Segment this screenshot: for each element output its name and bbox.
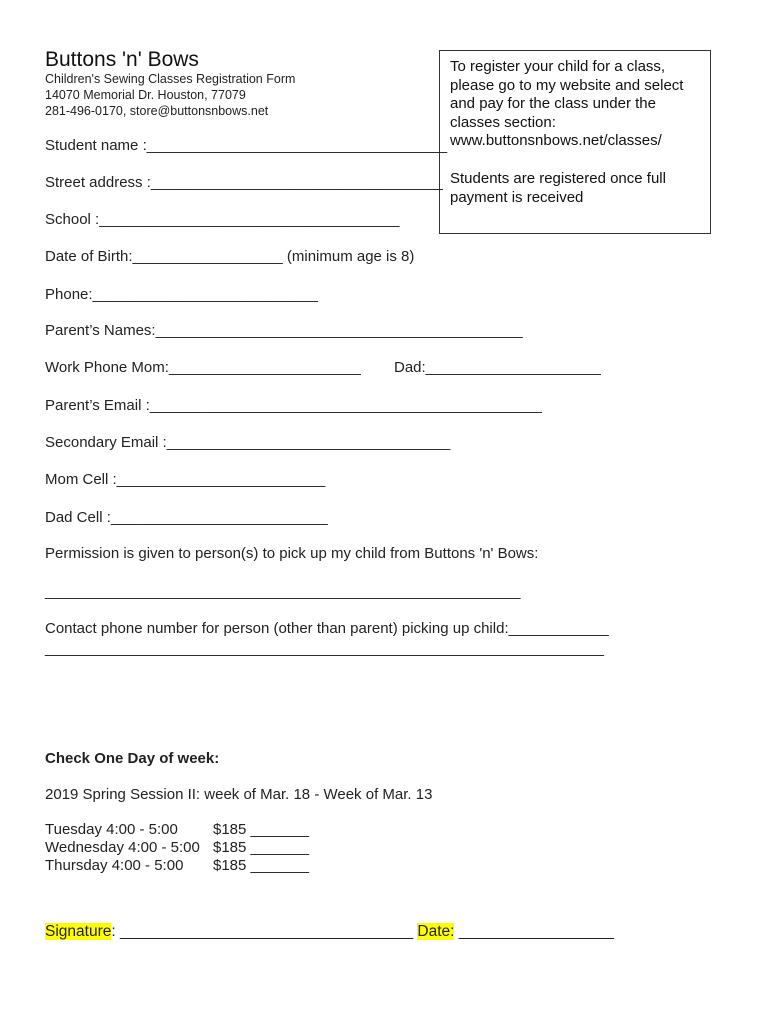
class-price-check[interactable]: $185 _______ bbox=[213, 857, 309, 874]
signature-line[interactable]: : __________________________________ bbox=[111, 923, 418, 940]
dad-cell-field[interactable]: Dad Cell :__________________________ bbox=[45, 509, 328, 526]
street-address-field[interactable]: Street address :___________________________________ bbox=[45, 174, 443, 191]
day-of-week-heading: Check One Day of week: bbox=[45, 750, 220, 767]
date-label: Date: bbox=[417, 923, 455, 940]
notice-url: www.buttonsnbows.net/classes/ bbox=[450, 132, 662, 150]
class-option-row[interactable] bbox=[45, 857, 309, 874]
student-name-field[interactable]: Student name :____________________________________ bbox=[45, 137, 448, 154]
class-price-check[interactable]: $185 _______ bbox=[213, 839, 309, 856]
class-option-row[interactable] bbox=[45, 821, 309, 838]
notice-line: please go to my website and select bbox=[450, 76, 684, 94]
class-option-row[interactable] bbox=[45, 839, 309, 856]
store-address: 14070 Memorial Dr. Houston, 77079 bbox=[45, 88, 246, 102]
date-of-birth-field[interactable]: Date of Birth:__________________ (minimum age is 8) bbox=[45, 248, 415, 265]
notice-paragraph-1 bbox=[450, 58, 700, 151]
pickup-permission-label: Permission is given to person(s) to pick up my child from Buttons 'n' Bows: bbox=[45, 545, 539, 562]
class-day-time: Tuesday 4:00 - 5:00 bbox=[45, 821, 178, 838]
notice-line: To register your child for a class, bbox=[450, 58, 666, 75]
notice-line: payment is received bbox=[450, 188, 584, 206]
form-subtitle: Children's Sewing Classes Registration Form bbox=[45, 72, 296, 86]
class-day-time: Thursday 4:00 - 5:00 bbox=[45, 857, 184, 874]
date-line[interactable]: __________________ bbox=[454, 923, 614, 940]
notice-line: classes section: bbox=[450, 113, 556, 131]
signature-label: Signature bbox=[45, 923, 112, 940]
registration-notice-box bbox=[439, 50, 711, 234]
notice-paragraph-2 bbox=[450, 170, 700, 207]
signature-row bbox=[45, 923, 614, 941]
parents-names-field[interactable]: Parent’s Names:____________________________________________ bbox=[45, 322, 523, 339]
school-field[interactable]: School :____________________________________ bbox=[45, 211, 400, 228]
session-dates: 2019 Spring Session II: week of Mar. 18 - Week of Mar. 13 bbox=[45, 786, 433, 803]
notice-line: Students are registered once full bbox=[450, 169, 666, 187]
form-title: Buttons 'n' Bows bbox=[45, 48, 199, 71]
class-day-time: Wednesday 4:00 - 5:00 bbox=[45, 839, 200, 856]
phone-field[interactable]: Phone:___________________________ bbox=[45, 286, 318, 303]
notice-line: and pay for the class under the bbox=[450, 95, 656, 113]
class-price-check[interactable]: $185 _______ bbox=[213, 821, 309, 838]
work-phone-dad-field[interactable]: Dad:_____________________ bbox=[394, 359, 601, 376]
pickup-permission-line[interactable]: _________________________________________________________ bbox=[45, 583, 521, 600]
secondary-email-field[interactable]: Secondary Email :__________________________________ bbox=[45, 434, 451, 451]
pickup-contact-line[interactable]: ___________________________________________________________________ bbox=[45, 640, 604, 657]
store-contact: 281-496-0170, store@buttonsnbows.net bbox=[45, 104, 269, 118]
mom-cell-field[interactable]: Mom Cell :_________________________ bbox=[45, 471, 326, 488]
parents-email-field[interactable]: Parent’s Email :_______________________________________________ bbox=[45, 397, 542, 414]
work-phone-mom-field[interactable]: Work Phone Mom:_______________________ bbox=[45, 359, 361, 376]
pickup-contact-phone-field[interactable]: Contact phone number for person (other than parent) picking up child:____________ bbox=[45, 620, 609, 637]
